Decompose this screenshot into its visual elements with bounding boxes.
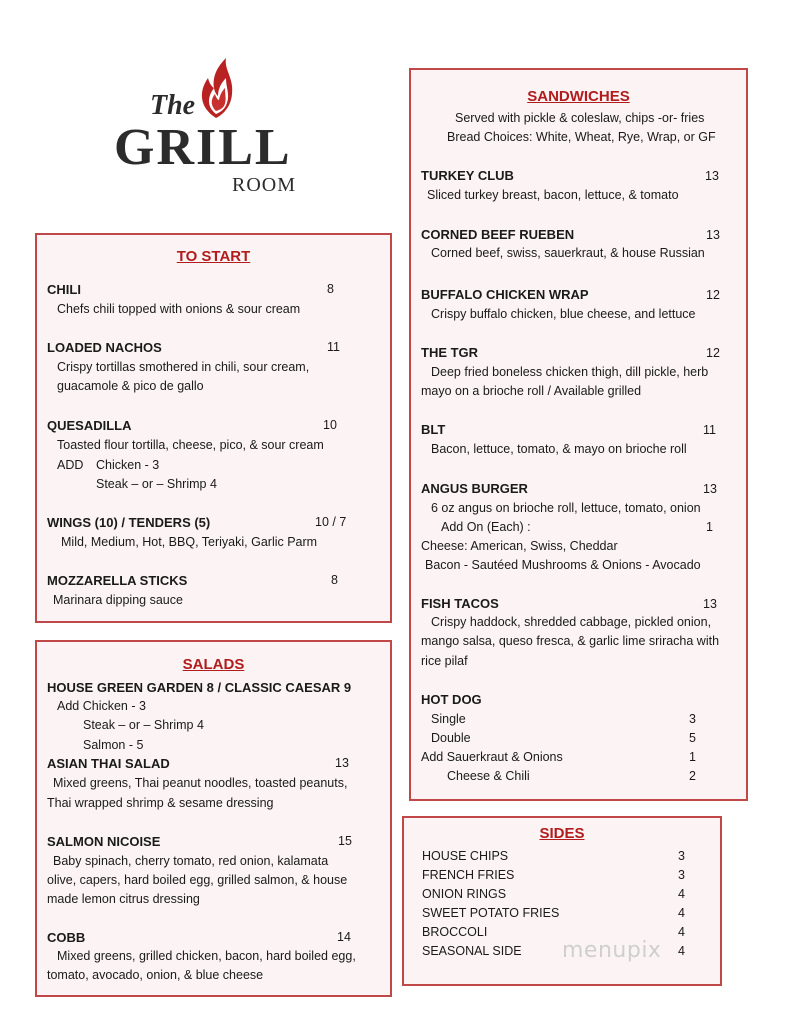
item-name: MOZZARELLA STICKS [47, 573, 188, 588]
item-desc: mango salsa, queso fresca, & garlic lime sriracha with [421, 634, 720, 648]
add-option: Add Chicken - 3 [57, 699, 146, 713]
item-name: BLT [421, 422, 446, 437]
hotdog-price: 1 [689, 750, 696, 764]
item-desc: Crispy buffalo chicken, blue cheese, and lettuce [431, 307, 696, 321]
item-price: 10 [323, 418, 337, 432]
item-desc: Thai wrapped shrimp & sesame dressing [47, 796, 274, 810]
item-name: LOADED NACHOS [47, 340, 162, 355]
hotdog-price: 2 [689, 769, 696, 783]
item-desc: tomato, avocado, onion, & blue cheese [47, 968, 264, 982]
item-price: 12 [706, 288, 720, 302]
restaurant-logo [112, 56, 312, 196]
hotdog-price: 3 [689, 712, 696, 726]
logo-the: The [150, 90, 196, 121]
item-price: 12 [706, 346, 720, 360]
item-desc: Crispy haddock, shredded cabbage, pickled onion, [431, 615, 712, 629]
item-desc: Mild, Medium, Hot, BBQ, Teriyaki, Garlic Parm [61, 535, 318, 549]
item-price: 15 [338, 834, 352, 848]
item-desc: Deep fried boneless chicken thigh, dill pickle, herb [431, 365, 709, 379]
side-name: BROCCOLI [422, 925, 488, 939]
item-desc: Crispy tortillas smothered in chili, sour cream, [57, 360, 310, 374]
side-price: 4 [678, 944, 685, 958]
addon-label: Add On (Each) : [441, 520, 531, 534]
item-price: 8 [327, 282, 334, 296]
item-name: CORNED BEEF RUEBEN [421, 227, 575, 242]
item-price: 10 / 7 [315, 515, 347, 529]
item-price: 13 [703, 597, 717, 611]
item-desc: Mixed greens, grilled chicken, bacon, hard boiled egg, [57, 949, 356, 963]
side-price: 4 [678, 925, 685, 939]
item-name: BUFFALO CHICKEN WRAP [421, 287, 589, 302]
item-desc: Corned beef, swiss, sauerkraut, & house Russian [431, 246, 705, 260]
item-name: HOUSE GREEN GARDEN 8 / CLASSIC CAESAR 9 [47, 680, 352, 695]
item-name: FISH TACOS [421, 596, 499, 611]
side-price: 3 [678, 868, 685, 882]
section-note: Served with pickle & coleslaw, chips -or- fries [455, 111, 705, 125]
item-price: 13 [705, 169, 719, 183]
addon-option: Cheese: American, Swiss, Cheddar [421, 539, 618, 553]
item-desc: mayo on a brioche roll / Available grilled [421, 384, 642, 398]
hotdog-option: Cheese & Chili [447, 769, 530, 783]
add-option: Steak – or – Shrimp 4 [96, 477, 217, 491]
side-name: FRENCH FRIES [422, 868, 515, 882]
side-name: SWEET POTATO FRIES [422, 906, 560, 920]
item-name: QUESADILLA [47, 418, 132, 433]
item-name: ANGUS BURGER [421, 481, 528, 496]
hotdog-option: Double [431, 731, 471, 745]
side-price: 4 [678, 906, 685, 920]
logo-grill: GRILL [114, 119, 292, 176]
item-desc: Bacon, lettuce, tomato, & mayo on brioche roll [431, 442, 687, 456]
item-desc: guacamole & pico de gallo [57, 379, 204, 393]
item-name: COBB [47, 930, 86, 945]
item-price: 11 [703, 423, 716, 437]
item-desc: olive, capers, hard boiled egg, grilled salmon, & house [47, 873, 348, 887]
item-name: THE TGR [421, 345, 479, 360]
item-price: 13 [703, 482, 717, 496]
item-price: 14 [337, 930, 351, 944]
item-desc: Sliced turkey breast, bacon, lettuce, & tomato [427, 188, 679, 202]
item-desc: Baby spinach, cherry tomato, red onion, kalamata [53, 854, 329, 868]
watermark: menupix [562, 938, 662, 963]
add-option: Chicken - 3 [96, 458, 160, 472]
side-price: 4 [678, 887, 685, 901]
item-name: HOT DOG [421, 692, 482, 707]
item-desc: Marinara dipping sauce [53, 593, 183, 607]
item-name: TURKEY CLUB [421, 168, 514, 183]
addon-price: 1 [706, 520, 713, 534]
section-title: SIDES [539, 825, 585, 842]
item-desc: Mixed greens, Thai peanut noodles, toasted peanuts, [53, 776, 348, 790]
item-desc: Chefs chili topped with onions & sour cream [57, 302, 301, 316]
section-title: SALADS [182, 656, 245, 673]
section-title: TO START [176, 248, 251, 265]
item-price: 13 [335, 756, 349, 770]
item-price: 13 [706, 228, 720, 242]
item-desc: Toasted flour tortilla, cheese, pico, & sour cream [57, 438, 324, 452]
item-desc: rice pilaf [421, 654, 468, 668]
flame-icon [196, 56, 236, 120]
side-name: HOUSE CHIPS [422, 849, 509, 863]
sandwiches-section [409, 68, 748, 801]
to-start-section [35, 233, 392, 623]
logo-room: ROOM [232, 174, 297, 196]
add-label: ADD [57, 458, 84, 472]
hotdog-option: Add Sauerkraut & Onions [421, 750, 563, 764]
item-price: 8 [331, 573, 338, 587]
addon-option: Bacon - Sautéed Mushrooms & Onions - Avocado [425, 558, 701, 572]
side-name: SEASONAL SIDE [422, 944, 522, 958]
section-note: Bread Choices: White, Wheat, Rye, Wrap, or GF [447, 130, 716, 144]
item-desc: made lemon citrus dressing [47, 892, 200, 906]
add-option: Salmon - 5 [83, 738, 144, 752]
hotdog-option: Single [431, 712, 466, 726]
item-name: WINGS (10) / TENDERS (5) [47, 515, 211, 530]
add-option: Steak – or – Shrimp 4 [83, 718, 204, 732]
section-title: SANDWICHES [527, 88, 630, 105]
item-name: SALMON NICOISE [47, 834, 161, 849]
side-name: ONION RINGS [422, 887, 507, 901]
hotdog-price: 5 [689, 731, 696, 745]
item-price: 11 [327, 340, 340, 354]
item-name: CHILI [47, 282, 81, 297]
salads-section [35, 640, 392, 997]
side-price: 3 [678, 849, 685, 863]
item-name: ASIAN THAI SALAD [47, 756, 170, 771]
item-desc: 6 oz angus on brioche roll, lettuce, tomato, onion [431, 501, 701, 515]
